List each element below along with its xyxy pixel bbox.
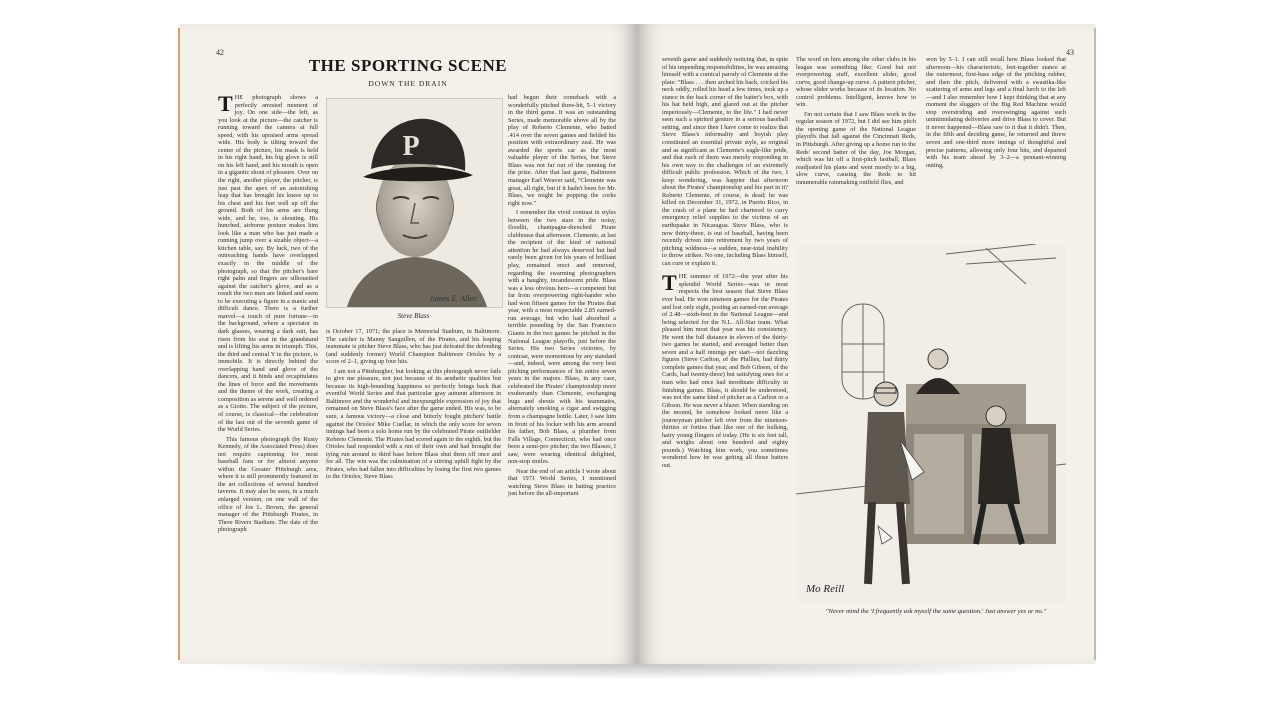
left-page — [178, 24, 638, 664]
paragraph: This famous photograph (by Rusty Kennedy, of the Associated Press) does not require captioning for most baseball fans or for almost anyone within the Greater Pittsburgh area, where it is still prominently featured in the art collections of several hundred taverns. It may also be seen, in a much enlarged version, on one wall of the office of Joe L. Brown, the general manager of the Pittsburgh Pirates, in Three Rivers Stadium. The date of the photograph — [218, 435, 318, 534]
portrait-signature: James E. Allen — [429, 294, 477, 303]
left-column-1 — [218, 94, 318, 656]
drop-cap: T — [218, 94, 233, 116]
right-column-3 — [926, 56, 1066, 236]
drop-cap: T — [662, 270, 677, 296]
right-column-2 — [796, 56, 916, 236]
paragraph: The word on him among the other clubs in his league was something like: Good but not overpowering stuff, excellent slider, good curve, good change-up curve. A pattern pitcher, whose slider works because of its location. No control problems. Intelligent, knows how to win. — [796, 56, 916, 109]
paragraph-text: HE summer of 1972—the year after his splendid World Series—was in most respects the best season that Steve Blass ever had. He won nineteen games for the Pirates and lost only eight, posting an earned-run average of 2.48—sixth-best in the National League—and being selected for the N.L. All-Star team. What pleased him most that year was his consistency. He went the full distance in eleven of the thirty-two games he started, and averaged better than seven and a half innings per start—not dazzling figures (Steve Carlton, of the Phillies, had thirty complete games that year, and Bob Gibson, of the Cards, had twenty-three) but satisfying ones for a man who had once had inordinate difficulty in finishing games. Blass, it should be understood, was not the same kind of pitcher as a Carlton or a Gibson. He was never a blazer. When standing on the mound, he somehow looked more like a journeyman pitcher left over from the nineteen-thirties or forties than like one of the hulking, hairy young flingers of today. (He is six feet tall, and weighs about one hundred and eighty pounds.) Watching him work, you sometimes wondered how he was getting all those batters out. — [662, 273, 788, 469]
courtroom-cartoon — [796, 244, 1066, 602]
right-page — [636, 24, 1096, 664]
page-number-right: 43 — [1066, 48, 1074, 57]
article-subtitle: DOWN THE DRAIN — [368, 79, 448, 88]
steve-blass-portrait — [326, 98, 503, 308]
left-column-2 — [326, 328, 501, 656]
left-column-3 — [508, 94, 616, 656]
paragraph: Near the end of an article I wrote about that 1971 World Series, I mentioned watching Steve Blass in batting practice just before the all-important — [508, 467, 616, 498]
paragraph: seventh game and suddenly noticing that, in spite of his impending responsibilities, he was amusing himself with a comical parody of Clemente at the plate: "Blass . . . then arched his back, cricked his neck oddly, rolled his head a few times, took up a stance in the back corner of the batter's box, with his bat held high, and glared out at the pitcher imperiously—Clemente, to the life." I had never seen such a spirited gesture in a serious baseball setting, and since then I have come to realize that Steve Blass's informality and boyish play constituted an essential private style, as original and as significant as Clemente's eagle-like pride, and that each of them was merely responding in his own way to the challenges of an extremely difficult public profession. Which of the two, I keep wondering, was happier that afternoon about the Pirates' championship and his part in it? Roberto Clemente, of course, is dead; he was killed on December 31, 1972, in Puerto Rico, in the crash of a plane he had chartered to carry emergency relief supplies to the victims of an earthquake in Nicaragua. Steve Blass, who is now thirty-three, is out of baseball, having been recently driven into retirement by two years of pitching wildness—a sudden, near-total inability to throw strikes. No one, including Blass himself, can cure or explain it. — [662, 56, 788, 267]
cartoon-caption: "Never mind the 'I frequently ask myself the same question.' Just answer yes or no." — [825, 608, 1047, 615]
portrait-sketch-icon — [327, 99, 502, 307]
left-page-edge — [178, 28, 180, 660]
paragraph-text: HE photograph shows a perfectly arrested moment of joy. On one side—the left, as you look at the picture—the catcher is running toward the camera at full speed, with his upraised arms spread wide. His body is tilting toward the center of the picture, his mask is held in his right hand, his big glove is still on his left hand, and his mouth is open in a gigantic shout of pleasure. Over on the right, another player, the pitcher, is just past the apex of an astonishing leap that has brought his knees up to his chest and his feet well up off the ground. Both of his arms are flung wide, and he, too, is shouting. His hunched, airborne posture makes him look like a man who has just made a running jump over a sizable object—a kitchen table, say. By luck, two of the outreaching hands have overlapped exactly in the middle of the photograph, so that the pitcher's bare right palm and fingers are silhouetted against the catcher's glove, and as a result the two men are linked and seem to be executing a figure in a manic and difficult dance. There is a further marvel—a touch of pure fortune—in the background, where a spectator in dark glasses, wearing a dark suit, has risen from his seat in the grandstand and is lifting his arms in triumph. This, the third and central Y in the picture, is immobile. It is directly behind the overlapping hand and glove of the dancers, and it binds and recapitulates the lines of force and the movements and the theme of the work, creating a composition as serene and well ordered as a Giotto. The subject of the picture, of course, is classical—the celebration of the last out of the seventh game of the World Series. — [218, 94, 318, 434]
right-column-1 — [662, 56, 788, 656]
magazine-spread — [178, 24, 1096, 664]
paragraph: I remember the vivid contrast in styles between the two stars in the noisy, floodlit, champagne-drenched Pirate clubhouse that afternoon. Clemente, at last the recipient of the kind of national attention he had always deserved but had rarely been given for his years of brilliant play, remained erect and removed, regarding the swarming photographers with a haughty, incandescent pride. Blass was a less obvious hero—a competent but far from overpowering right-hander who had won fifteen games for the Pirates that year, with a most respectable 2.85 earned-run average, but who had absorbed a terrible pounding by the San Francisco Giants in the two games he pitched in the National League playoffs, just before the Series. His two Series victories, by contrast, were momentous by any standard—and, indeed, were among the very best pitching performances of his entire seven years in the majors. Blass, in any case, celebrated the Pirates' championship more exuberantly than Clemente, exchanging hugs and shouts with his teammates, alternately smoking a cigar and swigging from a champagne bottle. Later, I saw him in front of his locker with his arm around his father, Bob Blass, a plumber from Falls Village, Connecticut, who had once been a semi-pro pitcher; the two Blasses, I saw, were wearing identical delighted, non-stop smiles. — [508, 209, 616, 466]
cartoon-signature: Mo Reill — [806, 583, 845, 595]
svg-text:P: P — [402, 131, 420, 162]
paragraph: had begun their comeback with a wonderfully pitched three-hit, 5–1 victory in the third game. It was an outstanding Series, made memorable above all by the play of Roberto Clemente, who batted .414 over the seven games and fielded his position with extraordinary zeal. He was awarded the sports car as the most valuable player of the Series, but Steve Blass was not far out of the running for the prize. After that last game, Baltimore manager Earl Weaver said, "Clemente was great, all right, but if it hadn't been for Mr. Blass, we might be popping the corks right now." — [508, 94, 616, 207]
paragraph: I am not a Pittsburgher, but looking at this photograph never fails to give me pleasure, not just because of its aesthetic qualities but because its high-bounding happiness so perfectly brings back that eventful World Series and that particular gray autumn afternoon in Baltimore and the wonderful and inexpungible expression of joy that remained on Steve Blass's face after the game ended. His was, to be sure, a famous victory—a close and bitterly fought pitchers' battle against the Orioles' Mike Cuellar, in which the only score for seven innings had been a solo home run by the celebrated Pirate outfielder Roberto Clemente. The Pirates had scored again in the eighth, but the Orioles had responded with a run of their own and had brought the tying run around to third base before Blass shut them off once and for all. The win was the culmination of a stirring uphill fight by the Pirates, who had fallen into difficulties by losing the first two games to the Orioles; Steve Blass — [326, 367, 501, 481]
page-number-left: 42 — [216, 48, 224, 57]
right-page-edge — [1094, 28, 1096, 660]
courtroom-cartoon-icon — [796, 244, 1066, 602]
paragraph: I'm not certain that I saw Blass work in the regular season of 1972, but I did see him pitch the opening game of the National League playoffs that fall against the Cincinnati Reds, in Pittsburgh. After giving up a home run to the Reds' second batter of the day, Joe Morgan, which was hit off a first-pitch fastball, Blass readjusted his plans and went mostly to a big, slow curve, causing the Reds to hit innumerable rainmaking outfield flies, and — [796, 110, 916, 186]
paragraph — [218, 94, 318, 434]
paragraph: won by 5–1. I can still recall how Blass looked that afternoon—his characteristic, feet-together stance at the outermost, first-base edge of the pitching rubber, and then the pitch, delivered with a swastika-like scattering of arms and legs and a final lurch to the left—and I also remember how I kept thinking that at any moment the sluggers of the Big Red Machine would stop overstriding and overswinging against such unintimidating deliveries and drive Blass to cover. But it never happened—Blass saw to it that it didn't. Then, in the fifth and deciding game, he returned and threw seven and one-third more innings of thoughtful and precise patterns, allowing only four hits, and departed with his team ahead by 3–2—a pennant-winning outing, — [926, 56, 1066, 169]
paragraph — [662, 270, 788, 469]
paragraph: is October 17, 1971; the place is Memorial Stadium, in Baltimore. The catcher is Manny Sanguillen, of the Pirates, and his leaping teammate is pitcher Steve Blass, who has just defeated the defending (and suddenly former) World Champion Baltimore Orioles by a score of 2–1, giving up four hits. — [326, 328, 501, 366]
article-title: THE SPORTING SCENE — [308, 56, 508, 75]
portrait-caption: Steve Blass — [397, 312, 430, 320]
